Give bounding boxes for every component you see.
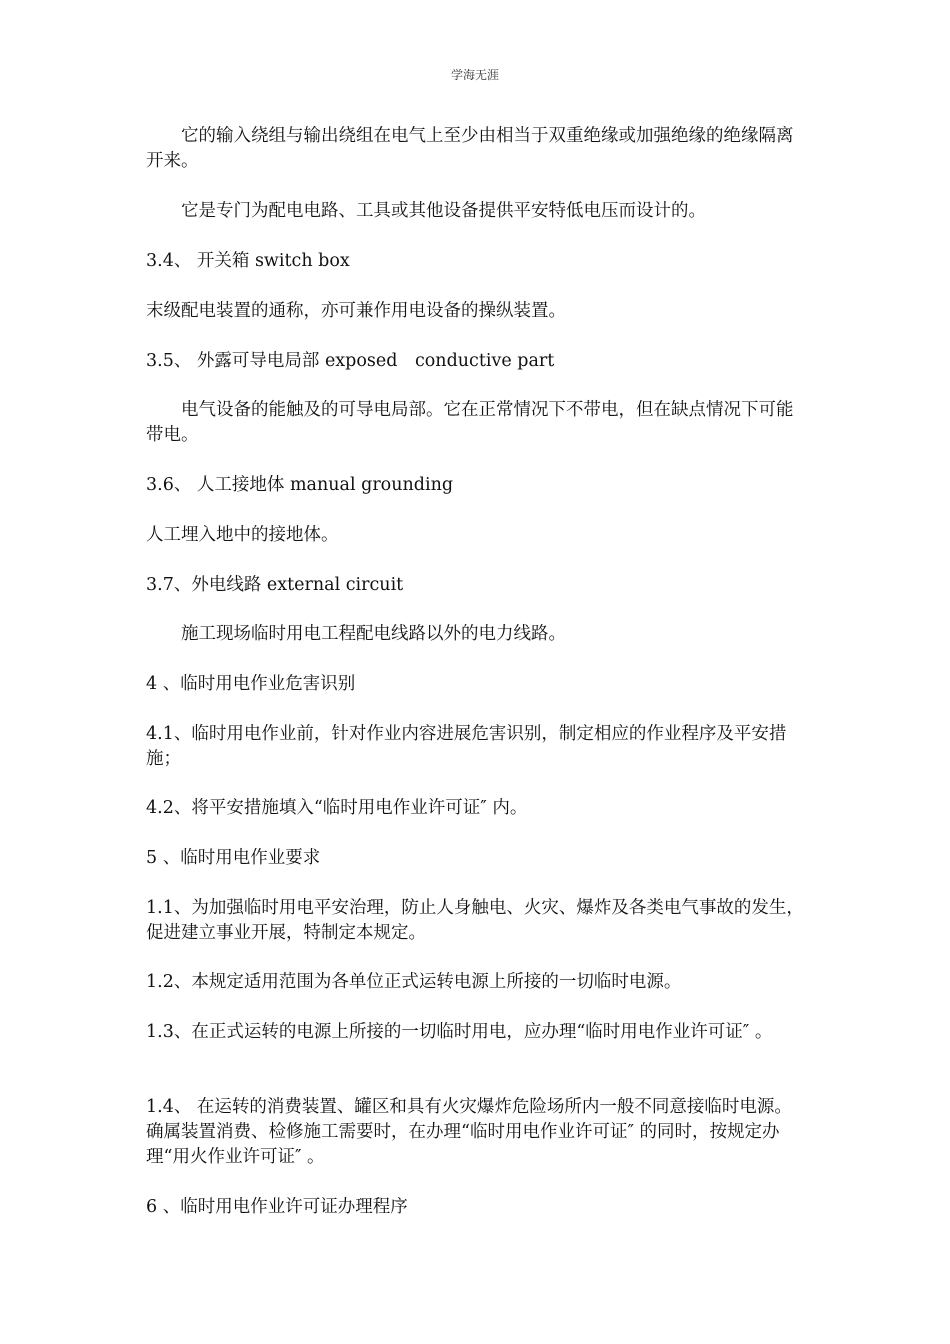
heading-section-5: 5 、临时用电作业要求 xyxy=(146,848,321,868)
paragraph-switch-box: 末级配电装置的通称，亦可兼作用电设备的操纵装置。 xyxy=(146,301,566,321)
paragraph-manual-grounding: 人工埋入地中的接地体。 xyxy=(146,525,339,545)
heading-section-6: 6 、临时用电作业许可证办理程序 xyxy=(146,1197,408,1217)
page-header: 学海无涯 xyxy=(450,68,499,82)
heading-3-4: 3.4、 开关箱 switch box xyxy=(146,251,350,271)
paragraph-exposed-part: 电气设备的能触及的可导电局部。它在正常情况下不带电，但在缺点情况下可能带电。 xyxy=(146,400,794,445)
heading-3-5: 3.5、 外露可导电局部 exposed conductive part xyxy=(146,351,555,371)
paragraph-1-2: 1.2、本规定适用范围为各单位正式运转电源上所接的一切临时电源。 xyxy=(146,972,682,992)
paragraph-4-2: 4.2、将平安措施填入“临时用电作业许可证″ 内。 xyxy=(146,798,528,818)
heading-section-4: 4 、临时用电作业危害识别 xyxy=(146,674,356,694)
paragraph-external-circuit: 施工现场临时用电工程配电线路以外的电力线路。 xyxy=(181,624,566,644)
heading-3-6: 3.6、 人工接地体 manual grounding xyxy=(146,475,454,495)
paragraph-1-4: 1.4、 在运转的消费装置、罐区和具有火灾爆炸危险场所内一般不同意接临时电源。确属装置消费、检修施工需要时，在办理“临时用电作业许可证″ 的同时，按规定办理“用火作业许可证″ 。 xyxy=(146,1097,792,1167)
heading-3-7: 3.7、外电线路 external circuit xyxy=(146,575,404,595)
paragraph-isolation-transformer-2: 它是专门为配电电路、工具或其他设备提供平安特低电压而设计的。 xyxy=(181,201,706,221)
paragraph-isolation-transformer-1: 它的输入绕组与输出绕组在电气上至少由相当于双重绝缘或加强绝缘的绝缘隔离开来。 xyxy=(146,126,794,171)
paragraph-1-3: 1.3、在正式运转的电源上所接的一切临时用电，应办理“临时用电作业许可证″ 。 xyxy=(146,1022,773,1042)
paragraph-4-1: 4.1、临时用电作业前，针对作业内容进展危害识别，制定相应的作业程序及平安措施； xyxy=(146,724,787,769)
paragraph-1-1: 1.1、为加强临时用电平安治理，防止人身触电、火灾、爆炸及各类电气事故的发生，促进建立事业开展，特制定本规定。 xyxy=(146,898,804,943)
